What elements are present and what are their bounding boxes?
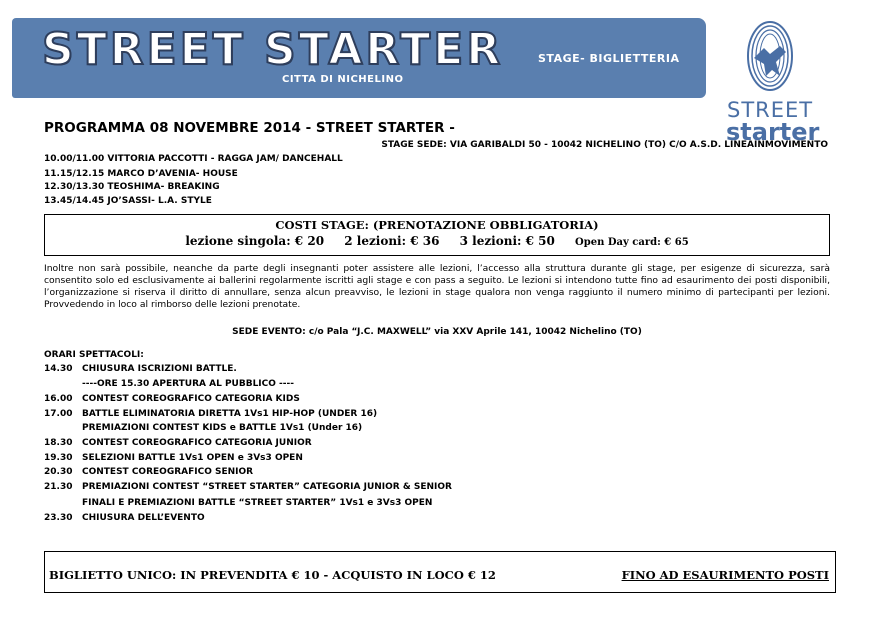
lesson-item: 10.00/11.00 VITTORIA PACCOTTI - RAGGA JAM/ DANCEHALL: [44, 154, 343, 164]
shows-heading: ORARI SPETTACOLI:: [44, 350, 144, 360]
ticket-price: BIGLIETTO UNICO: IN PREVENDITA € 10 - ACQUISTO IN LOCO € 12: [49, 568, 496, 582]
price-two: 2 lezioni: € 36: [344, 234, 440, 248]
lesson-item: 13.45/14.45 JO’SASSI- L.A. STYLE: [44, 196, 212, 206]
show-row: [44, 438, 312, 448]
show-row: [44, 467, 253, 477]
price-openday: Open Day card: € 65: [575, 237, 689, 248]
show-time: 20.30: [44, 467, 73, 477]
show-text: FINALI E PREMIAZIONI BATTLE “STREET STARTER” 1Vs1 e 3Vs3 OPEN: [82, 498, 433, 508]
show-time: 16.00: [44, 394, 73, 404]
show-time: 21.30: [44, 482, 73, 492]
section-title: STAGE- BIGLIETTERIA: [538, 52, 680, 65]
show-time: 17.00: [44, 409, 73, 419]
stage-venue: STAGE SEDE: VIA GARIBALDI 50 - 10042 NICHELINO (TO) C/O A.S.D. LINEAINMOVIMENTO: [381, 140, 828, 150]
show-text: PREMIAZIONI CONTEST KIDS e BATTLE 1Vs1 (Under 16): [82, 423, 363, 433]
event-venue: SEDE EVENTO: c/o Pala “J.C. MAXWELL” via XXV Aprile 141, 10042 Nichelino (TO): [232, 327, 642, 337]
costs-title: COSTI STAGE: (PRENOTAZIONE OBBLIGATORIA): [275, 218, 599, 232]
notice-paragraph: Inoltre non sarà possibile, neanche da parte degli insegnanti poter assistere alle lezioni, l’accesso alla struttura durante gli stage, per esigenze di sicurezza, sarà consentito solo ed esclusivamente ai ballerini regolarmente iscritti agli stage e con pass a seguito. Le lezioni si intendono tutte fino ad esaurimento dei posti disponibili, l’organizzazione si riserva il diritto di annullare, senza alcun preavviso, le lezioni in stage qualora non venga raggiunto il numero minimo di partecipanti per lezioni. Provvedendo in loco al rimborso delle lezioni prenotate.: [44, 263, 830, 310]
logo-text-starter: starter: [726, 118, 820, 146]
brand-title: STREET STARTER: [42, 24, 504, 75]
price-single: lezione singola: € 20: [185, 234, 325, 248]
show-text: CONTEST COREOGRAFICO CATEGORIA JUNIOR: [82, 438, 312, 448]
show-time: 18.30: [44, 438, 73, 448]
ticket-availability: FINO AD ESAURIMENTO POSTI: [621, 568, 829, 582]
show-row: [44, 513, 205, 523]
show-text: PREMIAZIONI CONTEST “STREET STARTER” CATEGORIA JUNIOR & SENIOR: [82, 482, 452, 492]
lesson-item: 12.30/13.30 TEOSHIMA- BREAKING: [44, 182, 220, 192]
lesson-item: 11.15/12.15 MARCO D’AVENIA- HOUSE: [44, 169, 238, 179]
program-title: PROGRAMMA 08 NOVEMBRE 2014 - STREET STARTER -: [44, 120, 455, 136]
show-row: [82, 423, 362, 433]
show-text: SELEZIONI BATTLE 1Vs1 OPEN e 3Vs3 OPEN: [82, 453, 303, 463]
show-text: CONTEST COREOGRAFICO SENIOR: [82, 467, 254, 477]
street-starter-logo-icon: [740, 18, 800, 96]
costs-prices: [45, 234, 829, 248]
price-three: 3 lezioni: € 50: [459, 234, 555, 248]
brand-subtitle: CITTA DI NICHELINO: [282, 74, 404, 85]
show-row: [44, 482, 452, 492]
show-row: [82, 379, 294, 389]
show-time: 19.30: [44, 453, 73, 463]
show-row: [44, 409, 377, 419]
show-row: [44, 453, 303, 463]
show-text: ----ORE 15.30 APERTURA AL PUBBLICO ----: [82, 379, 294, 389]
logo-text-street: STREET: [727, 98, 814, 122]
show-text: CONTEST COREOGRAFICO CATEGORIA KIDS: [82, 394, 300, 404]
show-row: [44, 394, 300, 404]
show-text: BATTLE ELIMINATORIA DIRETTA 1Vs1 HIP-HOP (UNDER 16): [82, 409, 378, 419]
show-text: CHIUSURA DELL’EVENTO: [82, 513, 205, 523]
show-text: CHIUSURA ISCRIZIONI BATTLE.: [82, 364, 237, 374]
costs-box: [44, 214, 830, 256]
show-row: [82, 498, 432, 508]
show-time: 23.30: [44, 513, 73, 523]
ticket-box: [44, 551, 836, 593]
show-time: 14.30: [44, 364, 73, 374]
show-row: [44, 364, 237, 374]
